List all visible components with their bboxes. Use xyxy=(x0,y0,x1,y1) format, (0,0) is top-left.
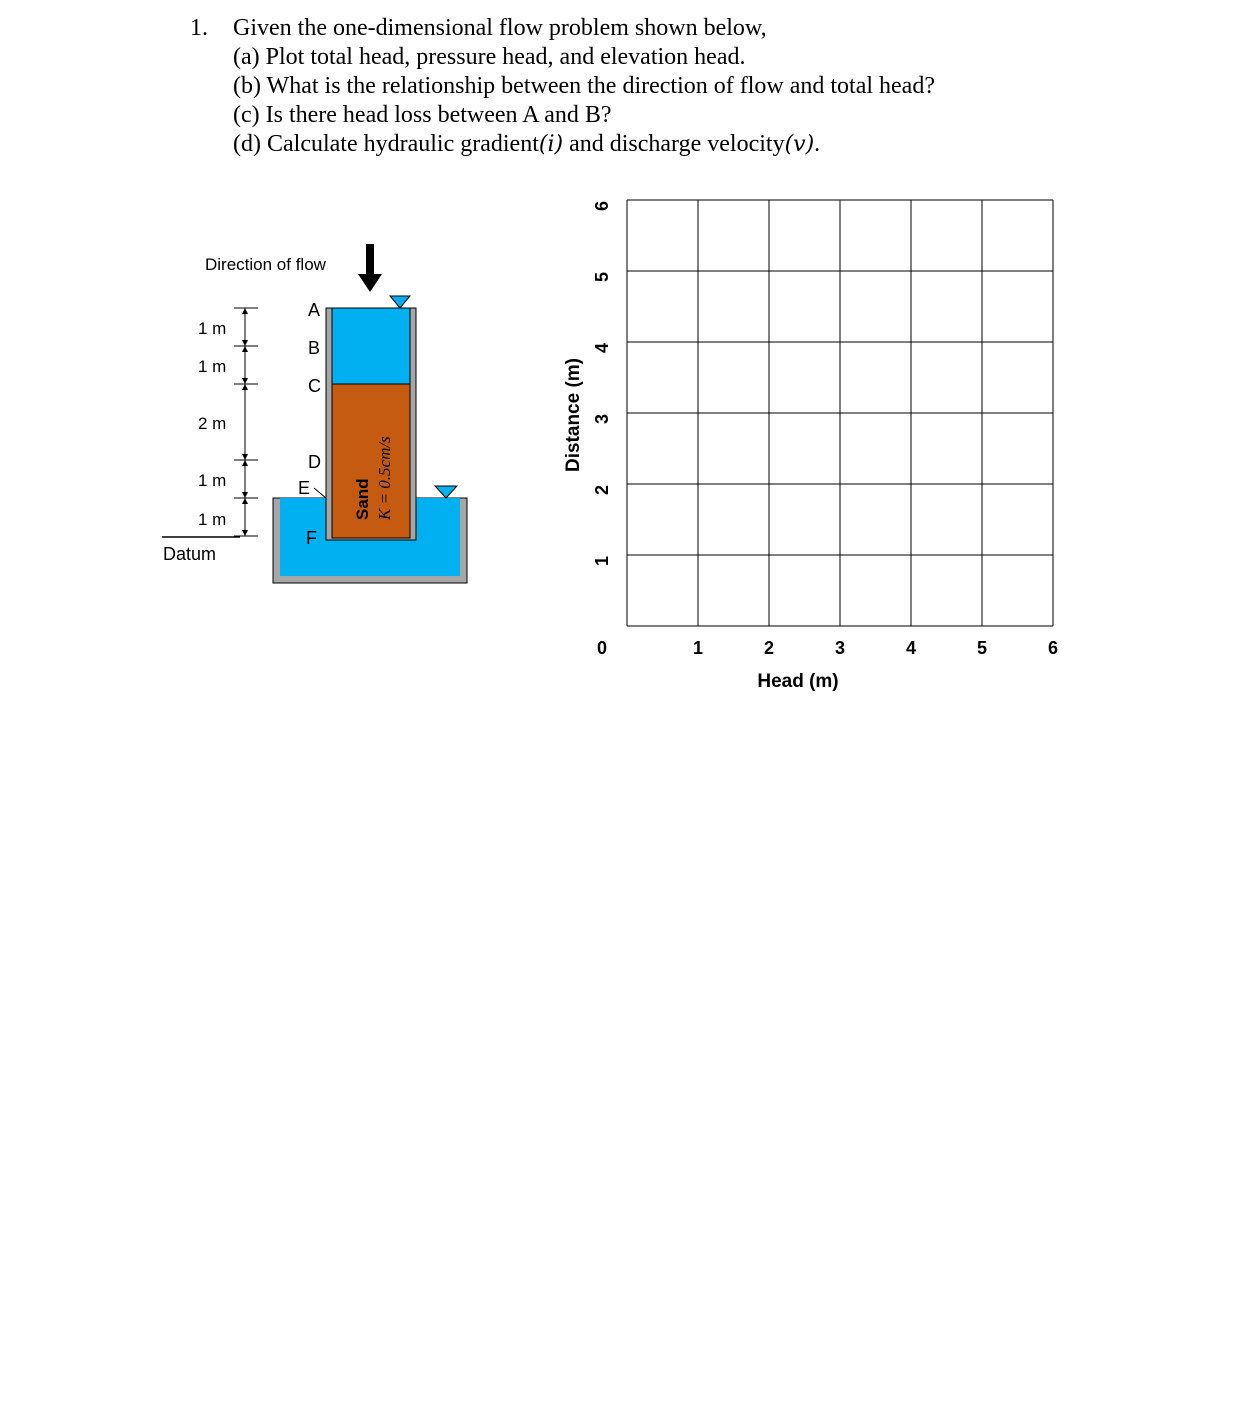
water-level-triangle-icon xyxy=(390,296,410,308)
y-tick-label: 3 xyxy=(592,413,612,425)
chart-y-axis-label: Distance (m) xyxy=(563,357,584,473)
part-d-suffix: . xyxy=(814,131,821,157)
hydraulic-conductivity-label: K = 0.5cm/s xyxy=(375,436,394,520)
question-part-c: (c) Is there head loss between A and B? xyxy=(233,102,612,128)
part-d-symbol-v: (v) xyxy=(784,132,815,157)
part-d-prefix: (d) Calculate hydraulic gradient xyxy=(233,131,539,157)
dimension-label-c-d: 2 m xyxy=(198,414,227,433)
dimension-label-a-b: 1 m xyxy=(198,319,227,338)
x-tick-label: 1 xyxy=(692,638,704,658)
sand-label: Sand xyxy=(353,478,372,520)
part-d-symbol-i: (i) xyxy=(538,132,564,157)
y-tick-label: 4 xyxy=(592,342,612,354)
flow-direction-label: Direction of flow xyxy=(205,255,326,274)
tube-water-top xyxy=(332,308,410,384)
x-tick-label: 5 xyxy=(976,638,988,658)
chart-x-axis-label: Head (m) xyxy=(757,671,839,692)
point-label-b: B xyxy=(308,338,321,358)
point-label-a: A xyxy=(308,300,321,320)
question-part-b: (b) What is the relationship between the direction of flow and total head? xyxy=(233,73,935,99)
x-tick-label: 3 xyxy=(834,638,846,658)
x-tick-label: 2 xyxy=(763,638,775,658)
x-tick-label: 4 xyxy=(905,638,917,658)
y-tick-label: 1 xyxy=(592,555,612,567)
point-e-pointer xyxy=(314,488,326,498)
y-tick-label: 0 xyxy=(596,638,608,658)
dimension-label-d-e: 1 m xyxy=(198,471,227,490)
point-label-f: F xyxy=(306,528,317,548)
chart-y-ticks xyxy=(592,201,612,658)
point-label-c: C xyxy=(308,376,321,396)
x-tick-label: 6 xyxy=(1047,638,1059,658)
question-intro: Given the one-dimensional flow problem shown below, xyxy=(233,15,767,41)
y-tick-label: 5 xyxy=(592,271,612,283)
water-level-triangle-icon xyxy=(435,486,457,498)
question-number: 1. xyxy=(190,15,208,41)
datum-label: Datum xyxy=(163,544,217,564)
dimension-label-e-f: 1 m xyxy=(198,510,227,529)
down-arrow-icon xyxy=(358,244,382,292)
chart-x-ticks xyxy=(693,638,1058,658)
y-tick-label: 6 xyxy=(592,200,612,212)
question-part-d xyxy=(233,130,935,159)
point-label-d: D xyxy=(308,452,321,472)
question-part-a: (a) Plot total head, pressure head, and elevation head. xyxy=(233,44,746,70)
part-d-mid: and discharge velocity xyxy=(563,131,785,157)
dimension-label-b-c: 1 m xyxy=(198,357,227,376)
point-label-e: E xyxy=(298,478,311,498)
chart-grid xyxy=(627,200,1053,626)
y-tick-label: 2 xyxy=(592,484,612,496)
question-text xyxy=(233,14,935,159)
head-distance-chart xyxy=(550,180,1070,700)
